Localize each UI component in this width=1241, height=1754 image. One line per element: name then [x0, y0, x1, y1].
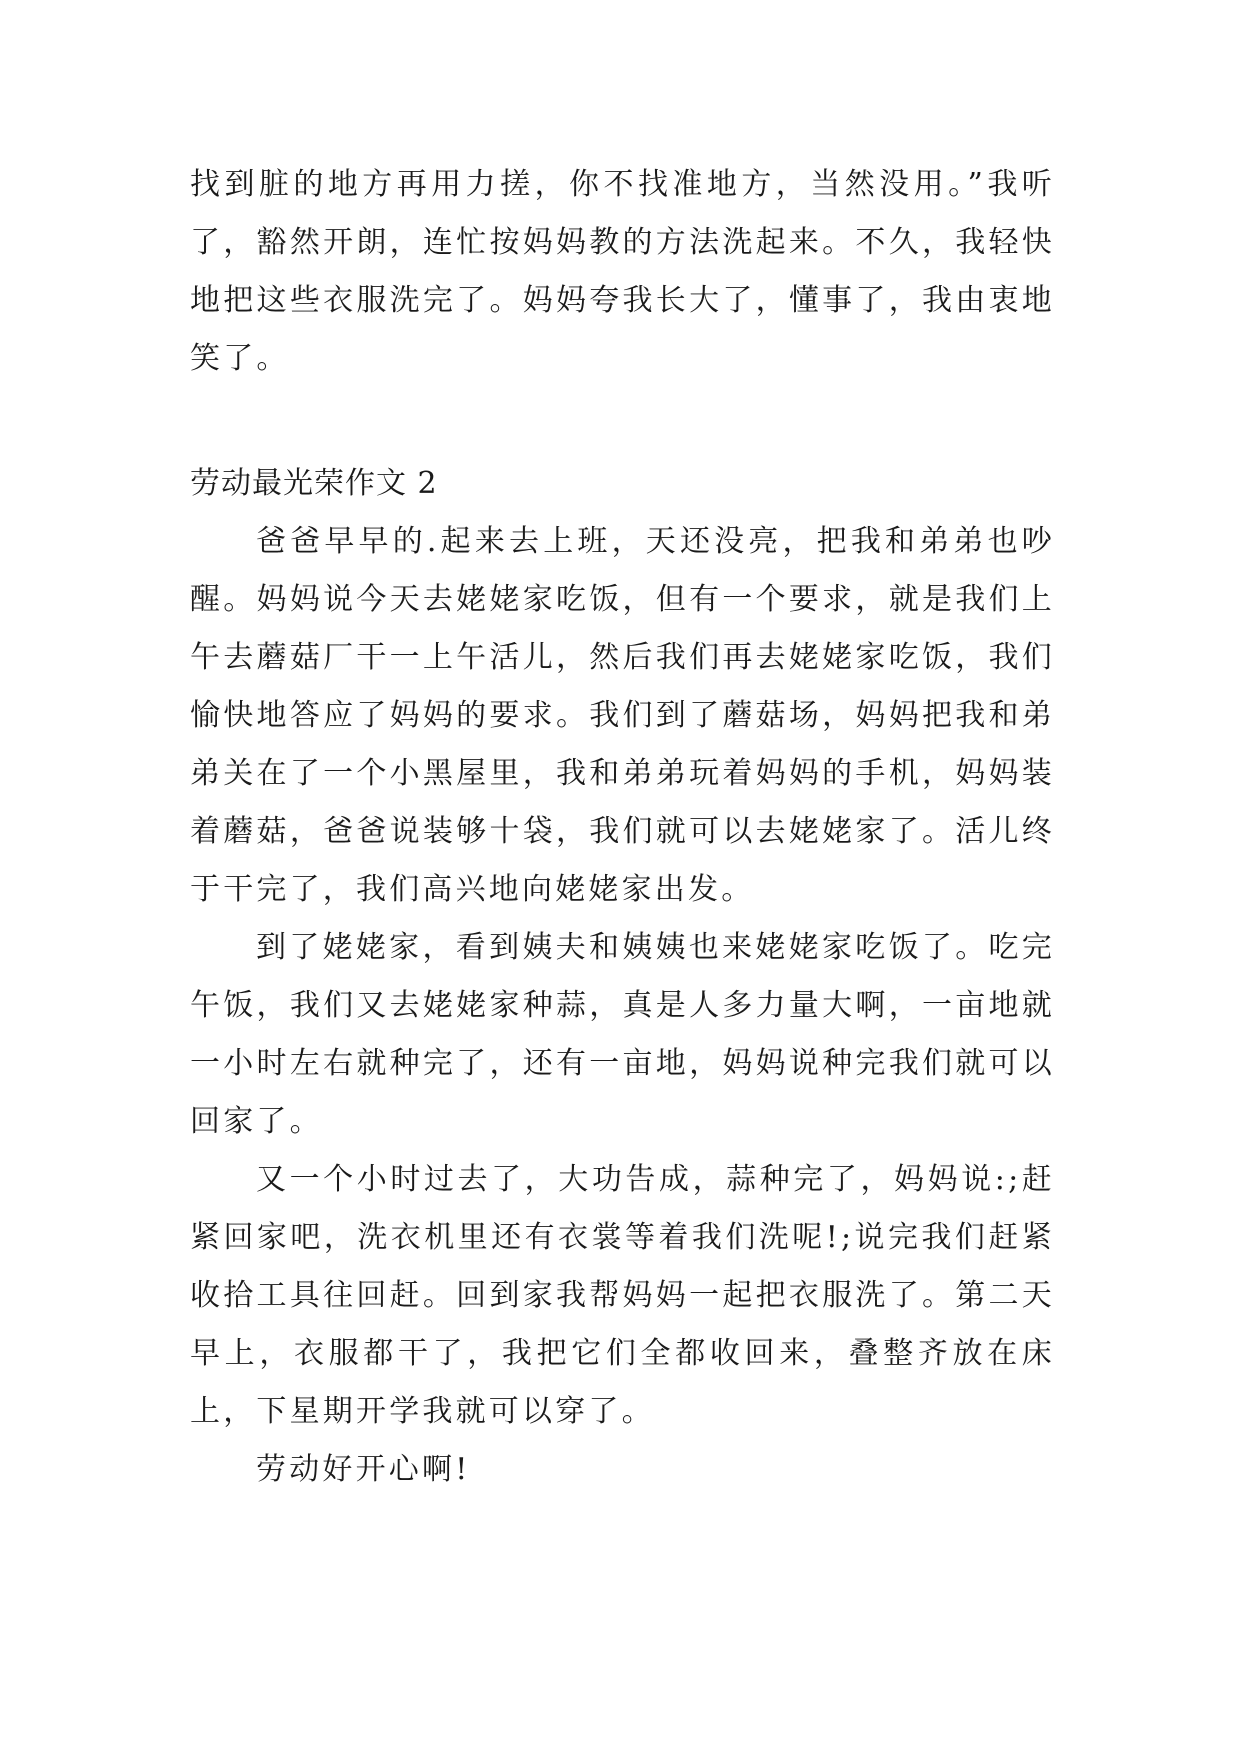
essay-title: 劳动最光荣作文 2 — [190, 466, 438, 501]
continuation-paragraph-block — [190, 156, 1055, 388]
continuation-paragraph: 找到脏的地方再用力搓，你不找准地方，当然没用。”我听了，豁然开朗，连忙按妈妈教的方法洗起来。不久，我轻快地把这些衣服洗完了。妈妈夸我长大了，懂事了，我由衷地笑了。 — [190, 167, 1055, 376]
body-paragraph: 劳动好开心啊! — [256, 1452, 471, 1487]
body-paragraph: 又一个小时过去了，大功告成，蒜种完了，妈妈说:;赶紧回家吧，洗衣机里还有衣裳等着我们洗呢!;说完我们赶紧收拾工具往回赶。回到家我帮妈妈一起把衣服洗了。第二天早上，衣服都干了，我把它们全都收回来，叠整齐放在床上，下星期开学我就可以穿了。 — [190, 1162, 1055, 1429]
body-paragraph: 爸爸早早的.起来去上班，天还没亮，把我和弟弟也吵醒。妈妈说今天去姥姥家吃饭，但有一个要求，就是我们上午去蘑菇厂干一上午活儿，然后我们再去姥姥家吃饭，我们愉快地答应了妈妈的要求。我们到了蘑菇场，妈妈把我和弟弟关在了一个小黑屋里，我和弟弟玩着妈妈的手机，妈妈装着蘑菇，爸爸说装够十袋，我们就可以去姥姥家了。活儿终于干完了，我们高兴地向姥姥家出发。 — [190, 524, 1055, 907]
body-paragraph: 到了姥姥家，看到姨夫和姨姨也来姥姥家吃饭了。吃完午饭，我们又去姥姥家种蒜，真是人多力量大啊，一亩地就一小时左右就种完了，还有一亩地，妈妈说种完我们就可以回家了。 — [190, 930, 1055, 1139]
essay-body — [190, 513, 1055, 1499]
